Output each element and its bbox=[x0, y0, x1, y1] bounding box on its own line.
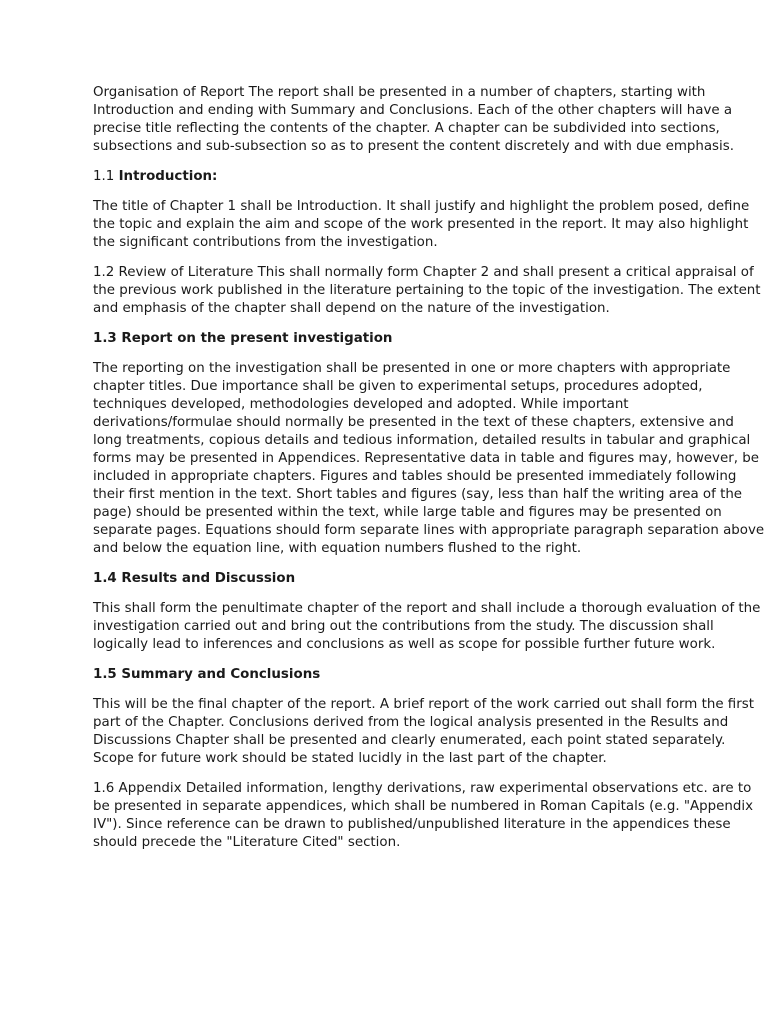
section-1-4-body: This shall form the penultimate chapter of the report and shall include a thorough evaluation of the investigation carried out and bring out the contributions from the study. The discussion shall logically lead to inferences and conclusions as well as scope for possible further future work. bbox=[93, 601, 761, 652]
section-1-1-heading bbox=[93, 168, 765, 186]
section-1-4-heading: 1.4 Results and Discussion bbox=[93, 571, 296, 586]
section-1-1-title: Introduction: bbox=[118, 169, 218, 184]
section-1-1-body: The title of Chapter 1 shall be Introduction. It shall justify and highlight the problem posed, define the topic and explain the aim and scope of the work presented in the report. It may also highlight the significant contributions from the investigation. bbox=[93, 199, 750, 250]
section-1-5-body: This will be the final chapter of the report. A brief report of the work carried out shall form the first part of the Chapter. Conclusions derived from the logical analysis presented in the Results and Discussions Chapter shall be presented and clearly enumerated, each point stated separately. Scope for future work should be stated lucidly in the last part of the chapter. bbox=[93, 697, 754, 766]
section-1-5-heading: 1.5 Summary and Conclusions bbox=[93, 667, 321, 682]
section-1-1-number: 1.1 bbox=[93, 169, 119, 184]
section-1-2-body: 1.2 Review of Literature This shall normally form Chapter 2 and shall present a critical appraisal of the previous work published in the literature pertaining to the topic of the investigation. The extent and emphasis of the chapter shall depend on the nature of the investigation. bbox=[93, 265, 761, 316]
organisation-paragraph: Organisation of Report The report shall be presented in a number of chapters, starting with Introduction and ending with Summary and Conclusions. Each of the other chapters will have a precise title reflecting the contents of the chapter. A chapter can be subdivided into sections, subsections and sub-subsection so as to present the content discretely and with due emphasis. bbox=[93, 85, 734, 154]
section-1-6-body: 1.6 Appendix Detailed information, lengthy derivations, raw experimental observations etc. are to be presented in separate appendices, which shall be numbered in Roman Capitals (e.g. "Appendix IV"). Since reference can be drawn to published/unpublished literature in the appendices these should precede the "Literature Cited" section. bbox=[93, 781, 754, 850]
section-1-3-body: The reporting on the investigation shall be presented in one or more chapters with appropriate chapter titles. Due importance shall be given to experimental setups, procedures adopted, techniques developed, methodologies developed and adopted. While important derivations/formulae should normally be presented in the text of these chapters, extensive and long treatments, copious details and tedious information, detailed results in tabular and graphical forms may be presented in Appendices. Representative data in table and figures may, however, be included in appropriate chapters. Figures and tables should be presented immediately following their first mention in the text. Short tables and figures (say, less than half the writing area of the page) should be presented within the text, while large table and figures may be presented on separate pages. Equations should form separate lines with appropriate paragraph separation above and below the equation line, with equation numbers flushed to the right. bbox=[93, 361, 765, 556]
section-1-3-heading: 1.3 Report on the present investigation bbox=[93, 331, 393, 346]
document-page bbox=[93, 84, 765, 864]
